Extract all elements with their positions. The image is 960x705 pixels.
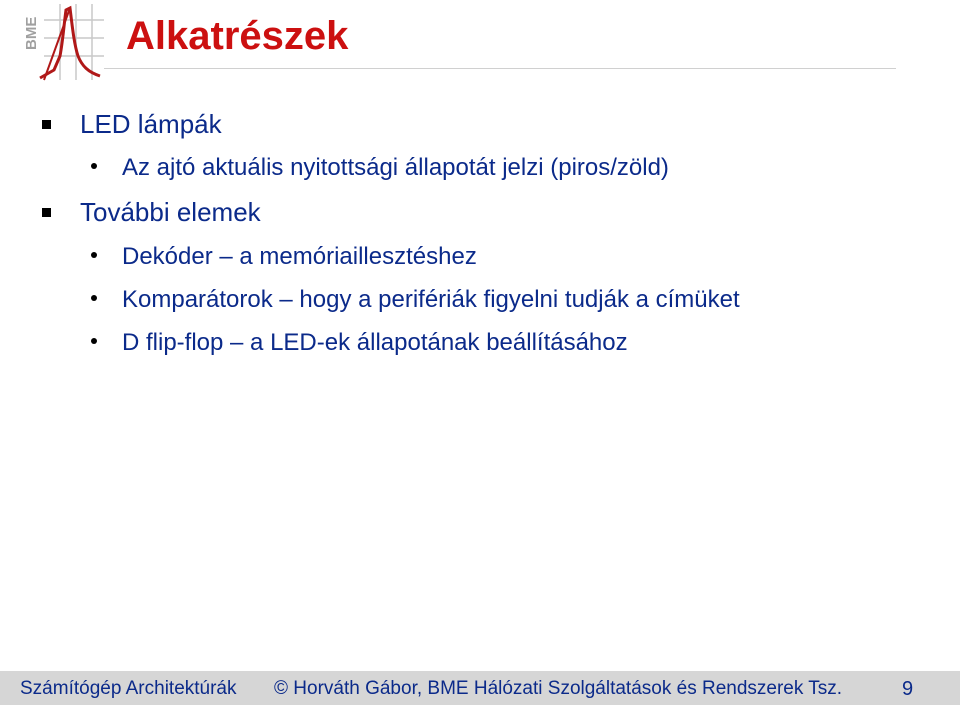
bme-logo bbox=[14, 0, 106, 84]
dot-bullet-icon bbox=[91, 295, 97, 301]
slide-title: Alkatrészek bbox=[126, 14, 349, 58]
dot-bullet-icon bbox=[91, 252, 97, 258]
footer-course: Számítógép Architektúrák bbox=[20, 678, 237, 699]
title-divider bbox=[104, 68, 896, 69]
svg-text:BME: BME bbox=[23, 16, 40, 50]
square-bullet-icon bbox=[42, 120, 51, 129]
page-number: 9 bbox=[902, 678, 914, 700]
sub-bullet bbox=[122, 328, 628, 358]
sub-bullet-text: D flip-flop – a LED-ek állapotának beállításához bbox=[122, 329, 628, 356]
bullet-text: LED lámpák bbox=[80, 109, 222, 139]
bullet-led-lampak bbox=[80, 108, 222, 140]
slide-footer bbox=[0, 671, 960, 705]
sub-bullet bbox=[122, 285, 740, 315]
bullet-tovabbi-elemek bbox=[80, 196, 261, 228]
dot-bullet-icon bbox=[91, 163, 97, 169]
square-bullet-icon bbox=[42, 208, 51, 217]
sub-bullet-text: Komparátorok – hogy a perifériák figyelni tudják a címüket bbox=[122, 286, 740, 313]
sub-bullet bbox=[122, 153, 669, 183]
footer-copyright: © Horváth Gábor, BME Hálózati Szolgáltatások és Rendszerek Tsz. bbox=[274, 678, 843, 699]
dot-bullet-icon bbox=[91, 338, 97, 344]
sub-bullet bbox=[122, 242, 477, 272]
bullet-text: További elemek bbox=[80, 197, 261, 227]
sub-bullet-text: Dekóder – a memóriaillesztéshez bbox=[122, 243, 477, 270]
sub-bullet-text: Az ajtó aktuális nyitottsági állapotát jelzi (piros/zöld) bbox=[122, 154, 669, 181]
